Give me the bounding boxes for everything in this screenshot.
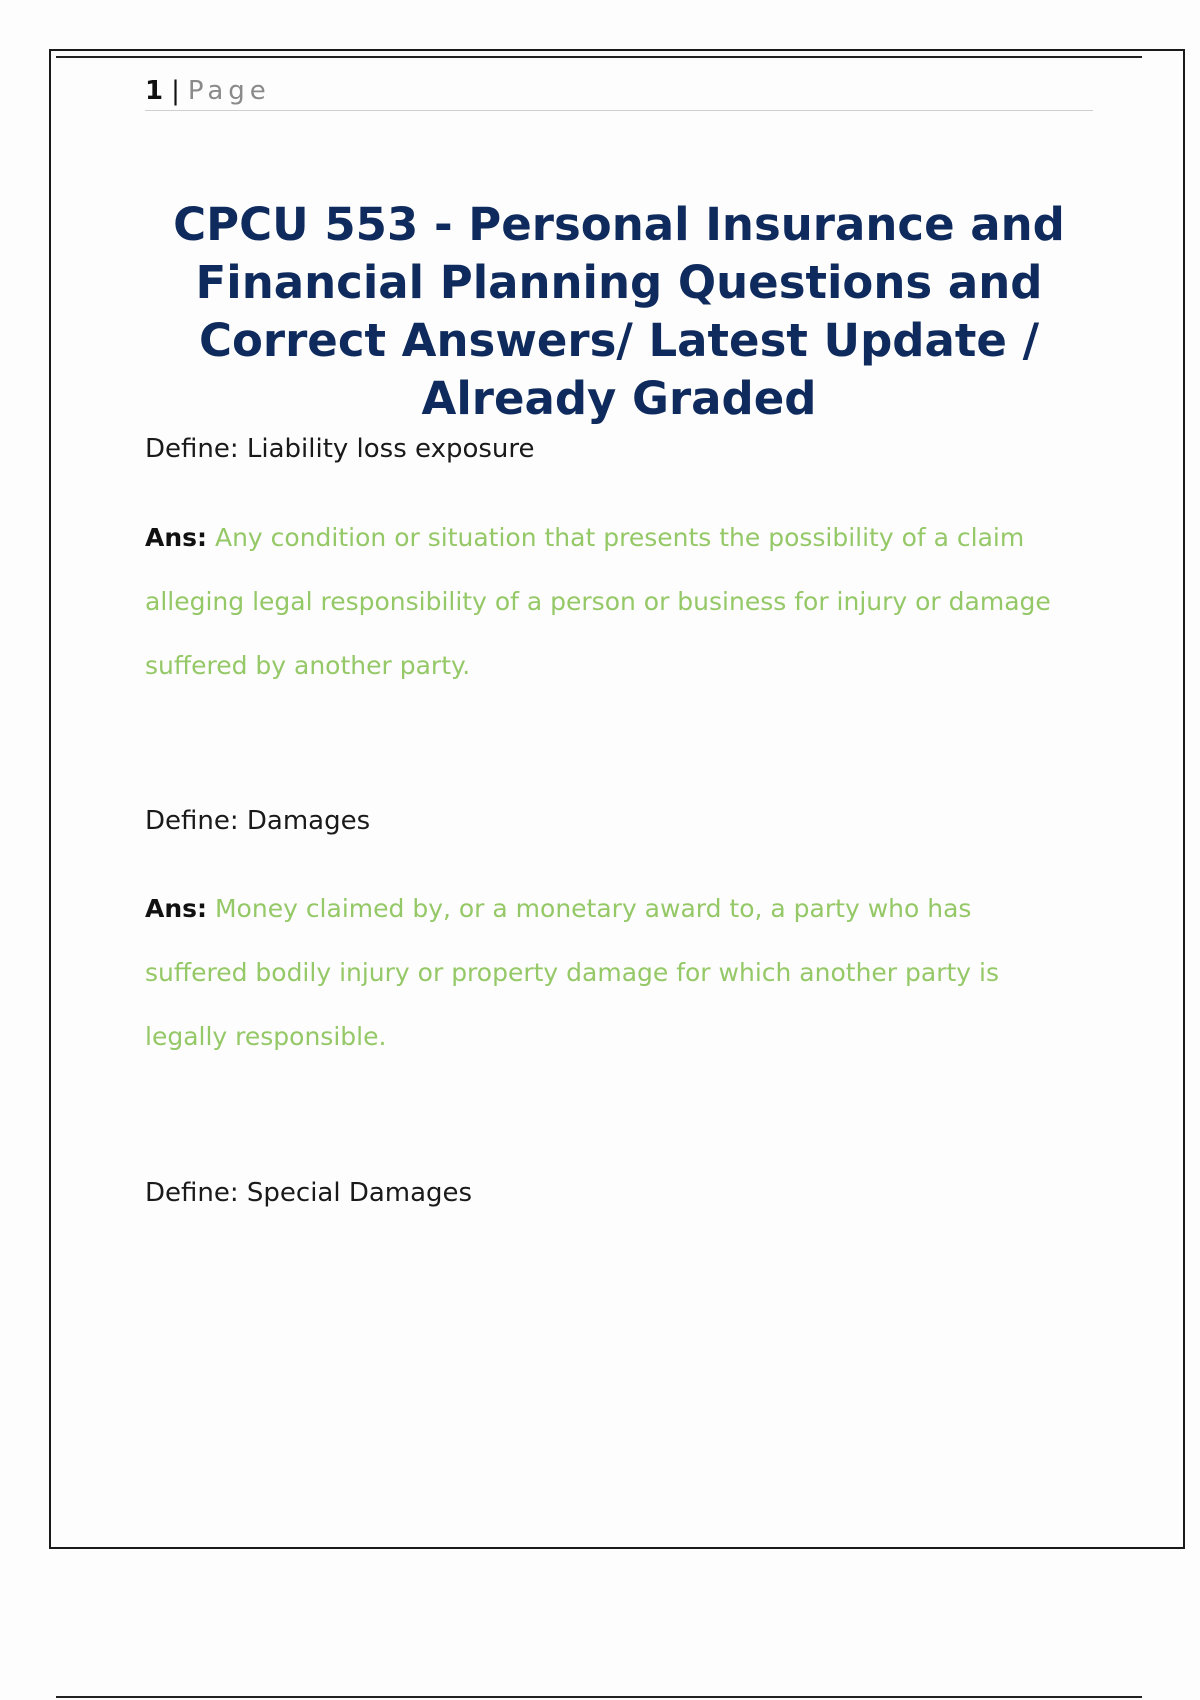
answer-2	[145, 877, 1075, 1069]
answer-text: Any condition or situation that presents the possibility of a claim alleging legal responsibility of a person or business for injury or damage suffered by another party.	[145, 523, 1051, 680]
answer-label: Ans:	[145, 523, 208, 552]
bottom-rule	[56, 1696, 1142, 1698]
answer-1	[145, 506, 1075, 698]
question-1: Define: Liability loss exposure	[145, 434, 535, 464]
answer-text: Money claimed by, or a monetary award to, a party who has suffered bodily injury or property damage for which another party is legally responsible.	[145, 894, 1000, 1051]
question-3: Define: Special Damages	[145, 1178, 473, 1208]
top-rule	[56, 56, 1142, 58]
page-label: Page	[187, 76, 271, 106]
document-title: CPCU 553 - Personal Insurance and Financial Planning Questions and Correct Answers/ Latest Update / Already Graded	[173, 198, 1065, 425]
page-separator: |	[171, 76, 180, 106]
page-header	[145, 72, 1093, 111]
answer-label: Ans:	[145, 894, 208, 923]
page-number: 1	[145, 76, 164, 106]
question-2: Define: Damages	[145, 806, 371, 836]
